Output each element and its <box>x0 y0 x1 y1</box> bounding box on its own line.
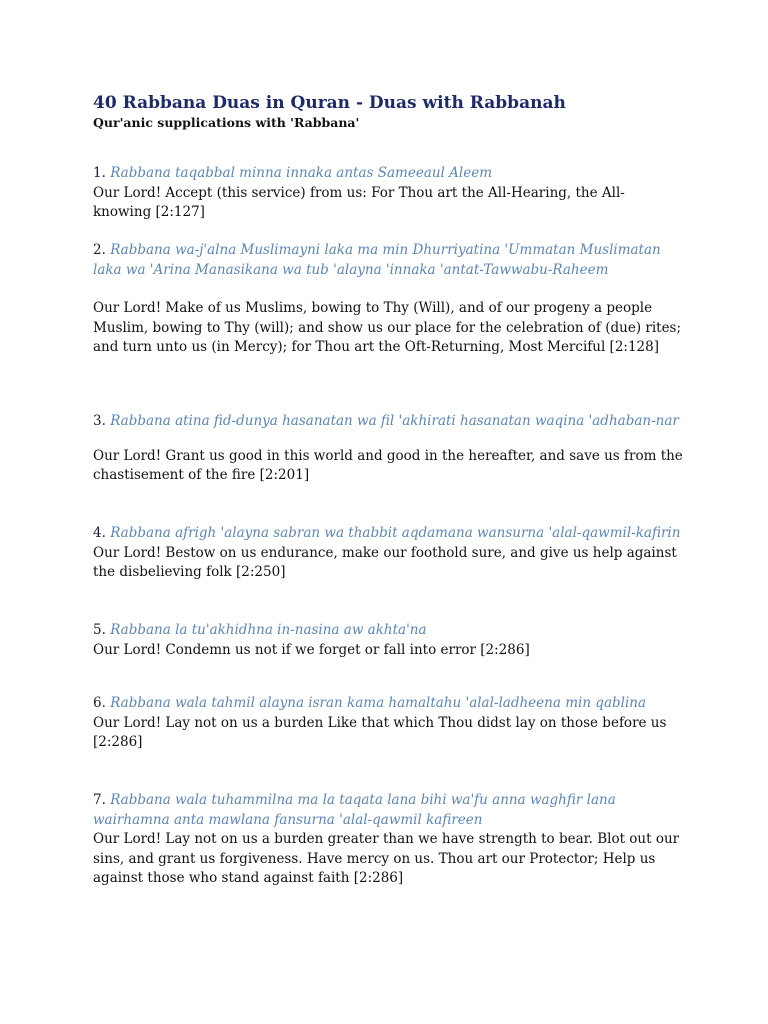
dua-transliteration <box>93 524 683 544</box>
dua-arabic-text: Rabbana atina fid-dunya hasanatan wa fil 'akhirati hasanatan waqina 'adhaban-nar <box>110 413 679 429</box>
dua-meaning: Our Lord! Condemn us not if we forget or fall into error [2:286] <box>93 641 530 658</box>
dua-transliteration <box>93 241 683 280</box>
dua-item-1 <box>93 164 683 223</box>
dua-meaning: Our Lord! Accept (this service) from us: For Thou art the All-Hearing, the All-knowing [2:127] <box>93 184 625 220</box>
dua-transliteration <box>93 164 683 184</box>
dua-arabic-text: Rabbana wa-j'alna Muslimayni laka ma min Dhurriyatina 'Ummatan Muslimatan laka wa 'Arina Manasikana wa tub 'alayna 'innaka 'antat-Tawwabu-Raheem <box>93 242 661 278</box>
dua-number: 4. <box>93 525 106 541</box>
dua-meaning: Our Lord! Grant us good in this world and good in the hereafter, and save us from the chastisement of the fire [2:201] <box>93 447 683 483</box>
dua-arabic-text: Rabbana wala tahmil alayna isran kama hamaltahu 'alal-ladheena min qablina <box>110 695 647 711</box>
dua-item-3 <box>93 412 683 486</box>
dua-arabic-text: Rabbana afrigh 'alayna sabran wa thabbit aqdamana wansurna 'alal-qawmil-kafirin <box>110 525 681 541</box>
dua-transliteration <box>93 694 683 714</box>
dua-arabic-text: Rabbana taqabbal minna innaka antas Sameeaul Aleem <box>110 165 493 181</box>
dua-item-6 <box>93 694 683 753</box>
document-page <box>93 92 683 886</box>
page-title: 40 Rabbana Duas in Quran - Duas with Rabbanah <box>93 93 566 113</box>
dua-arabic-text: Rabbana la tu'akhidhna in-nasina aw akhta'na <box>110 622 427 638</box>
page-subtitle: Qur'anic supplications with 'Rabbana' <box>93 115 360 130</box>
dua-item-5 <box>93 621 683 660</box>
dua-item-4 <box>93 524 683 583</box>
dua-transliteration <box>93 621 683 641</box>
dua-meaning: Our Lord! Make of us Muslims, bowing to Thy (Will), and of our progeny a people Muslim, bowing to Thy (will); and show us our place for the celebration of (due) rites; and turn unto us (in Mercy); for Thou art the Oft-Returning, Most Merciful [2:128] <box>93 300 682 355</box>
dua-meaning: Our Lord! Lay not on us a burden greater than we have strength to bear. Blot out our sins, and grant us forgiveness. Have mercy on us. Thou art our Protector; Help us against those who stand against faith [2:286] <box>93 831 680 886</box>
dua-number: 6. <box>93 695 106 711</box>
dua-number: 5. <box>93 622 106 638</box>
dua-item-7 <box>93 791 683 889</box>
dua-arabic-text: Rabbana wala tuhammilna ma la taqata lana bihi wa'fu anna waghfir lana wairhamna anta mawlana fansurna 'alal-qawmil kafireen <box>93 792 616 828</box>
dua-meaning: Our Lord! Lay not on us a burden Like that which Thou didst lay on those before us [2:286] <box>93 714 667 750</box>
dua-number: 2. <box>93 242 106 258</box>
dua-transliteration <box>93 412 683 432</box>
dua-transliteration <box>93 791 683 830</box>
dua-number: 7. <box>93 792 106 808</box>
dua-number: 3. <box>93 413 106 429</box>
dua-number: 1. <box>93 165 106 181</box>
dua-item-2 <box>93 241 683 358</box>
dua-meaning: Our Lord! Bestow on us endurance, make our foothold sure, and give us help against the disbelieving folk [2:250] <box>93 544 677 580</box>
